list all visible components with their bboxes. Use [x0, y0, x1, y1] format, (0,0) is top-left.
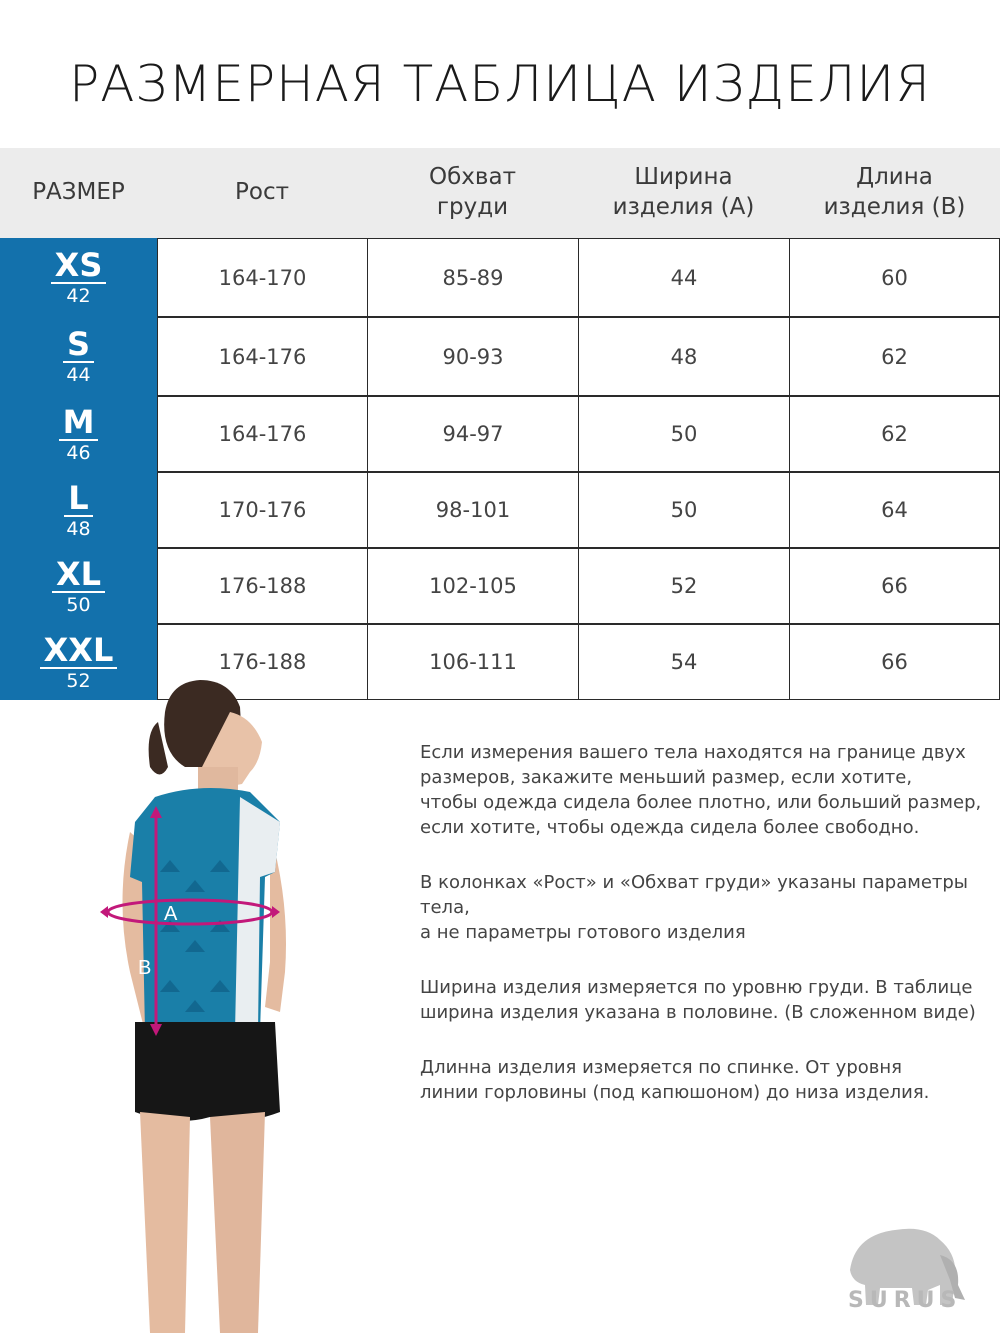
svg-text:B: B	[138, 957, 152, 979]
table-row	[0, 548, 1000, 624]
table-row	[0, 317, 1000, 396]
cell-length: 66	[789, 548, 1000, 624]
cell-width: 48	[578, 317, 790, 396]
cell-width: 54	[578, 624, 790, 700]
header-chest: Обхват груди	[429, 164, 516, 220]
cell-chest: 94-97	[367, 396, 579, 472]
cell-chest: 90-93	[367, 317, 579, 396]
size-cell	[0, 472, 157, 548]
header-length: Длина изделия (В)	[823, 164, 966, 220]
cell-width: 50	[578, 472, 790, 548]
header-width: Ширина изделия (А)	[612, 164, 755, 220]
cell-length: 60	[789, 238, 1000, 317]
size-cell	[0, 238, 157, 317]
size-label: XL	[52, 557, 105, 593]
size-number: 52	[66, 669, 91, 692]
size-number: 46	[66, 441, 91, 464]
cell-length: 62	[789, 317, 1000, 396]
cell-height: 170-176	[157, 472, 368, 548]
note-paragraph: Длинна изделия измеряется по спинке. От уровня линии горловины (под капюшоном) до низа изделия.	[420, 1057, 930, 1103]
cell-chest: 102-105	[367, 548, 579, 624]
header-size: РАЗМЕР	[32, 179, 125, 206]
size-label: XXL	[40, 633, 118, 669]
svg-text:A: A	[164, 903, 178, 925]
size-number: 48	[66, 517, 91, 540]
cell-height: 176-188	[157, 624, 368, 700]
size-cell	[0, 317, 157, 396]
cell-length: 64	[789, 472, 1000, 548]
cell-height: 164-176	[157, 396, 368, 472]
note-paragraph: В колонках «Рост» и «Обхват груди» указаны параметры тела, а не параметры готового изделия	[420, 872, 969, 943]
notes	[420, 740, 990, 1135]
cell-height: 176-188	[157, 548, 368, 624]
size-label: XS	[51, 248, 107, 284]
model-photo	[90, 672, 310, 1333]
note-paragraph: Ширина изделия измеряется по уровню груди. В таблице ширина изделия указана в половине. (В сложенном виде)	[420, 977, 976, 1023]
cell-width: 50	[578, 396, 790, 472]
title-bar	[0, 0, 1000, 148]
size-cell	[0, 548, 157, 624]
cell-height: 164-170	[157, 238, 368, 317]
size-number: 42	[66, 285, 91, 307]
table-row	[0, 396, 1000, 472]
cell-height: 164-176	[157, 317, 368, 396]
size-label: M	[59, 405, 99, 441]
cell-length: 62	[789, 396, 1000, 472]
table-row	[0, 238, 1000, 317]
size-number: 44	[66, 364, 91, 386]
cell-length: 66	[789, 624, 1000, 700]
page-title: РАЗМЕРНАЯ ТАБЛИЦА ИЗДЕЛИЯ	[69, 55, 931, 113]
cell-chest: 106-111	[367, 624, 579, 700]
table-header	[0, 148, 1000, 238]
cell-chest: 85-89	[367, 238, 579, 317]
cell-chest: 98-101	[367, 472, 579, 548]
cell-width: 52	[578, 548, 790, 624]
note-paragraph: Если измерения вашего тела находятся на границе двух размеров, закажите меньший размер, если хотите, чтобы одежда сидела более плотно, или больший размер, если хотите, чтобы одежда сидела более свободно.	[420, 742, 982, 838]
cell-width: 44	[578, 238, 790, 317]
size-number: 50	[66, 593, 91, 616]
size-cell	[0, 396, 157, 472]
table-row	[0, 472, 1000, 548]
brand-logo-text: SURUS	[848, 1288, 963, 1313]
header-height: Рост	[235, 179, 289, 206]
size-label: S	[63, 327, 94, 363]
size-label: L	[64, 481, 92, 517]
